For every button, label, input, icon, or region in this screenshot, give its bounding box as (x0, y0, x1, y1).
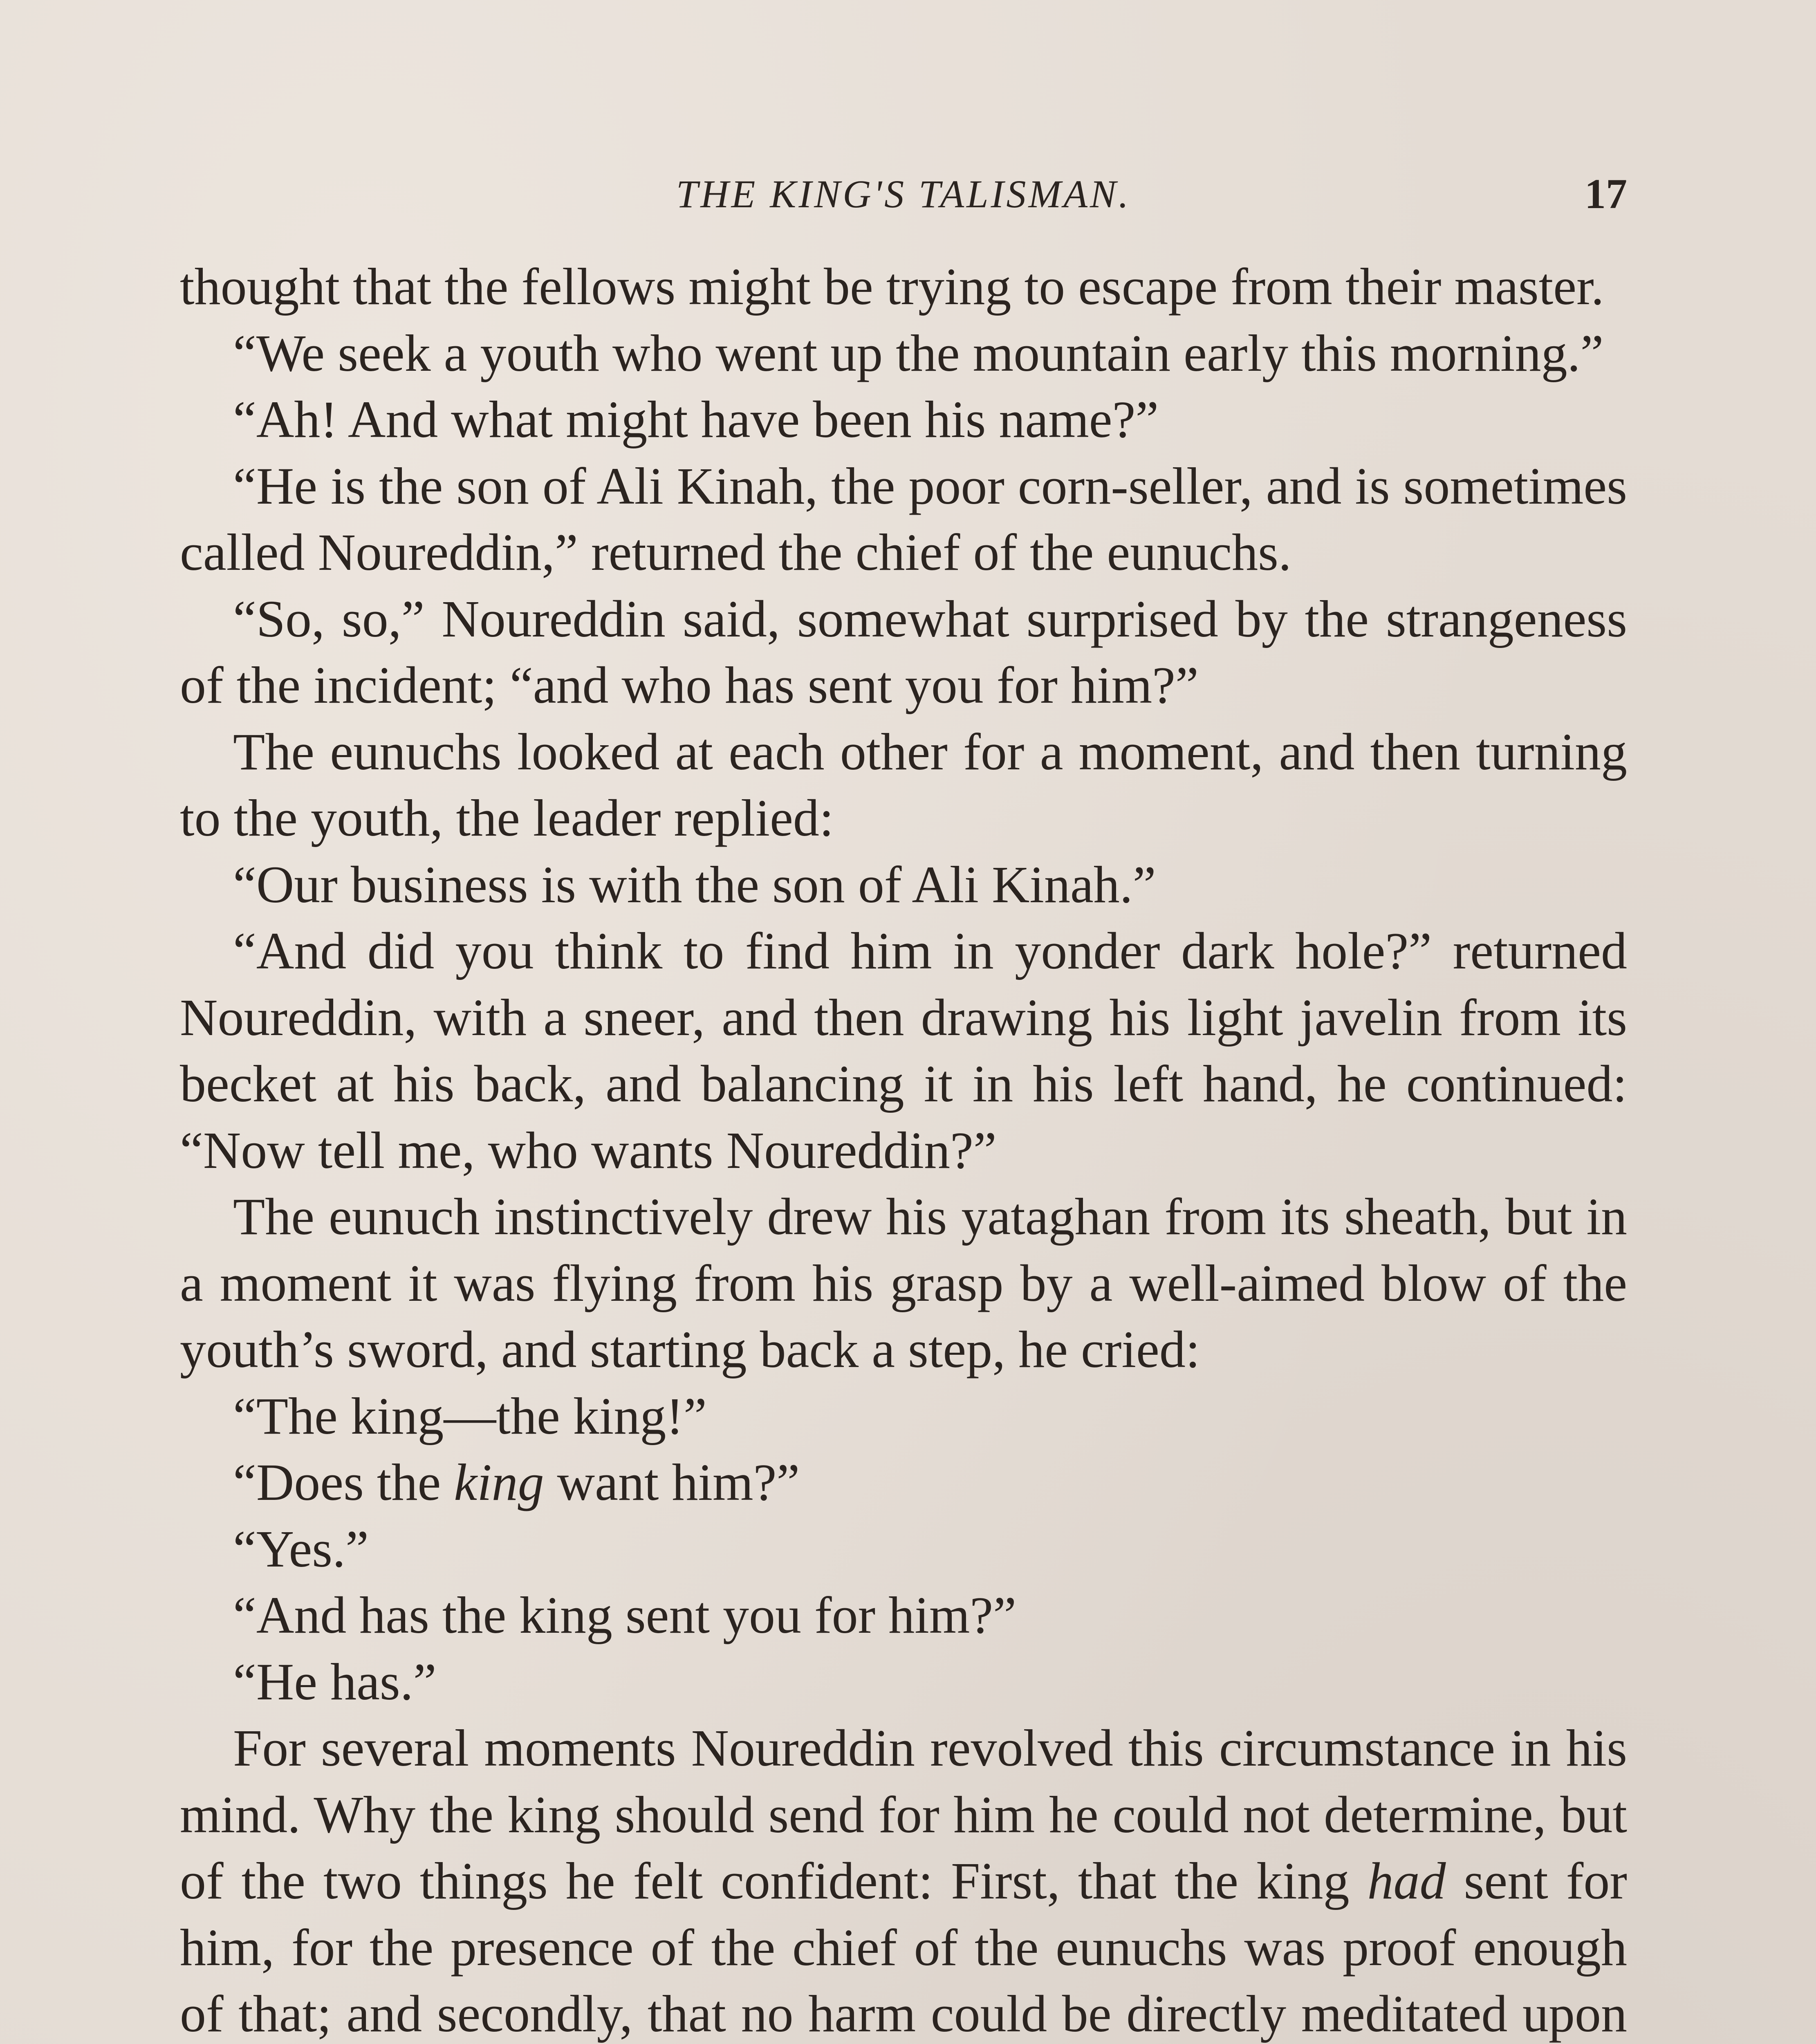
paragraph-7: “Our business is with the son of Ali Kinah.” (233, 855, 1156, 914)
paragraph-14: “He has.” (233, 1652, 437, 1711)
paragraph-1: thought that the fellows might be trying to escape from their master. (180, 258, 1604, 316)
paragraph-15 (180, 1715, 1627, 2044)
paragraph-13: “And has the king sent you for him?” (233, 1586, 1016, 1644)
paragraph-9: The eunuch instinctively drew his yataghan from its sheath, but in a moment it was flying from his grasp by a well-aimed blow of the youth’s sword, and starting back a step, he cried: (180, 1188, 1627, 1378)
running-title: THE KING'S TALISMAN. (676, 172, 1131, 216)
page-number: 17 (1585, 170, 1627, 217)
paragraph-15-emphasis: had (1367, 1852, 1446, 1910)
paragraph-3: “Ah! And what might have been his name?” (233, 390, 1159, 448)
paragraph-12: “Yes.” (233, 1520, 369, 1578)
paragraph-11 (180, 1449, 1627, 1516)
paragraph-15-after: sent for him, for the presence of the chief of the eunuchs was proof enough of that; and secondly, that no harm could be directly meditated upon (180, 1852, 1628, 2043)
running-head (180, 164, 1627, 225)
paragraph-6: The eunuchs looked at each other for a moment, and then turning to the youth, the leader replied: (180, 722, 1627, 847)
paragraph-4: “He is the son of Ali Kinah, the poor corn-seller, and is sometimes called Noureddin,” returned the chief of the eunuchs. (180, 457, 1627, 581)
paragraph-11-emphasis: king (454, 1453, 544, 1511)
paragraph-5: “So, so,” Noureddin said, somewhat surprised by the strangeness of the incident; “and who has sent you for him?” (180, 589, 1627, 714)
paragraph-15-before: For several moments Noureddin revolved this circumstance in his mind. Why the king should send for him he could not determine, but of the two things he felt confident: First, that the king (180, 1719, 1627, 1910)
body-text (180, 253, 1627, 2044)
paragraph-2: “We seek a youth who went up the mountain early this morning.” (233, 324, 1604, 382)
paragraph-8: “And did you think to find him in yonder dark hole?” returned Noureddin, with a sneer, and then drawing his light javelin from its becket at his back, and balancing it in his left hand, he continued: “Now tell me, who wants Noureddin?” (180, 922, 1627, 1179)
paragraph-11-before: “Does the (233, 1453, 454, 1511)
paragraph-11-after: want him?” (544, 1453, 800, 1511)
paragraph-10: “The king—the king!” (233, 1387, 707, 1445)
